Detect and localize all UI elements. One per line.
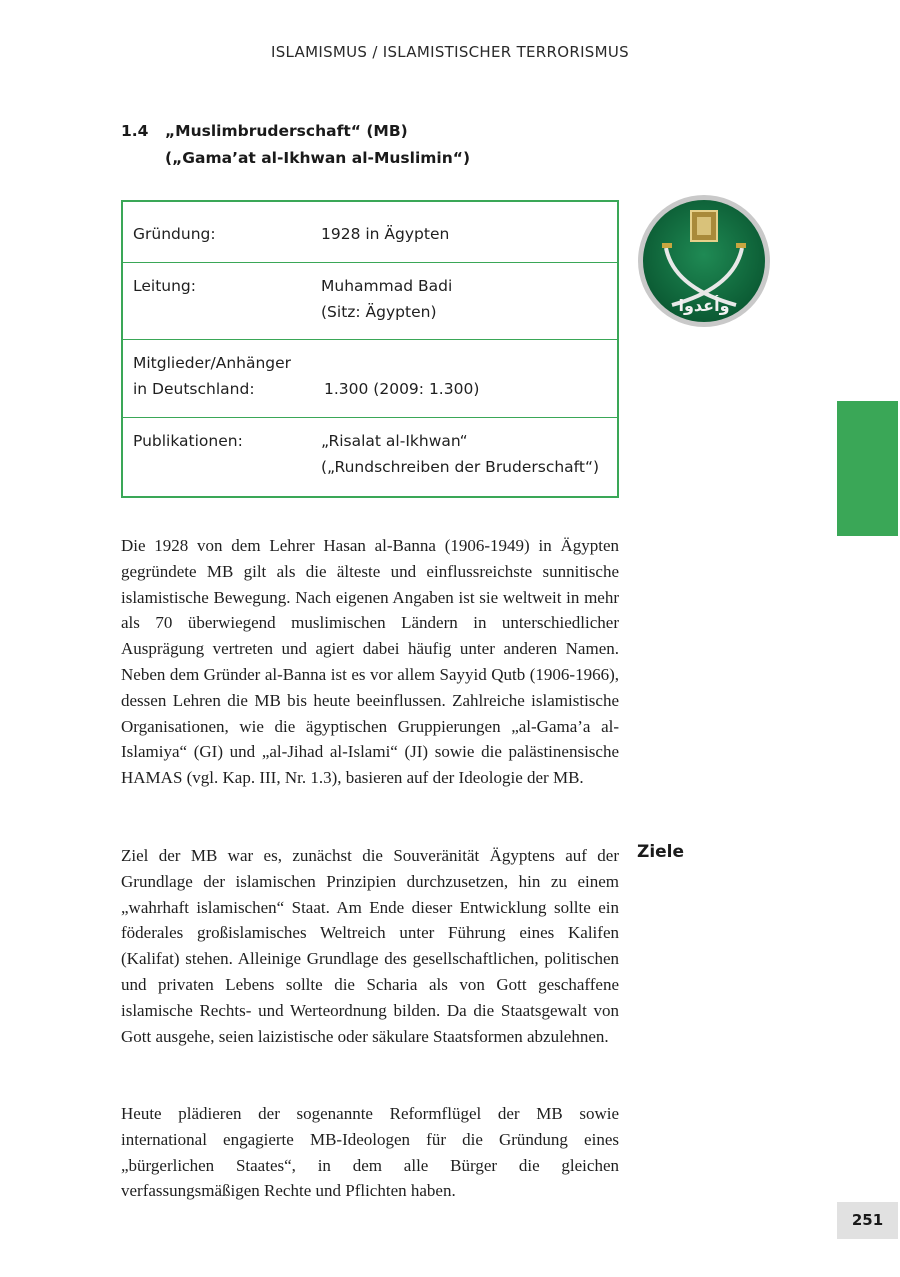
margin-note-ziele: Ziele — [637, 842, 685, 862]
info-row-founding — [123, 202, 617, 262]
muslim-brotherhood-emblem — [636, 193, 772, 329]
section-subtitle: („Gama’at al-Ikhwan al-Muslimin“) — [165, 149, 471, 167]
section-heading — [121, 118, 470, 172]
body-paragraph-3: Heute plädieren der sogenannte Reformflügel der MB sowie international engagierte MB-Ideologen für die Gründung eines „bürgerlichen Staates“, in dem alle Bürger die gleichen verfassungsmäßigen Rechte und Pflichten haben. — [121, 1104, 619, 1201]
info-row-publications — [123, 417, 617, 497]
section-number: 1.4 — [121, 122, 149, 140]
info-value: (Sitz: Ägypten) — [321, 303, 437, 321]
info-label: Leitung: — [133, 277, 196, 295]
emblem-motto: وأعدوا — [678, 296, 730, 315]
section-title: „Muslimbruderschaft“ (MB) — [165, 122, 408, 140]
info-label: Mitglieder/Anhänger — [133, 354, 292, 372]
info-label: Publikationen: — [133, 432, 243, 450]
info-table — [121, 200, 619, 498]
body-paragraph-1: Die 1928 von dem Lehrer Hasan al-Banna (1906-1949) in Ägypten gegründete MB gilt als die älteste und einflussreichste sunnitische islamistische Bewegung. Nach eigenen Angaben ist sie weltweit in mehr als 70 überwiegend muslimischen Ländern in unterschiedlicher Ausprägung vertreten und agiert dabei häufig unter anderen Namen. Neben dem Gründer al-Banna ist es vor allem Sayyid Qutb (1906-1966), dessen Lehren die MB bis heute beeinflussen. Zahlreiche islamistische Organisationen, wie die ägyptischen Gruppierungen „al-Gama’a al-Islamiya“ (GI) und „al-Jihad al-Islami“ (JI) sowie die palästinensische HAMAS (vgl. Kap. III, Nr. 1.3), basieren auf der Ideologie der MB. — [121, 536, 619, 788]
info-value: Muhammad Badi — [321, 277, 453, 295]
running-header: ISLAMISMUS / ISLAMISTISCHER TERRORISMUS — [271, 43, 629, 61]
info-row-leadership — [123, 262, 617, 340]
info-row-members — [123, 339, 617, 418]
info-value: 1928 in Ägypten — [321, 225, 450, 243]
info-label: in Deutschland: — [133, 380, 255, 398]
info-label: Gründung: — [133, 225, 216, 243]
info-value: 1.300 (2009: 1.300) — [324, 380, 480, 398]
chapter-tab — [837, 401, 898, 536]
info-value: „Risalat al-Ikhwan“ — [321, 432, 468, 450]
body-paragraph-2: Ziel der MB war es, zunächst die Souveränität Ägyptens auf der Grundlage der islamischen Prinzipien durchzusetzen, hin zu einem „wahrhaft islamischen“ Staat. Am Ende dieser Entwicklung sollte ein föderales großislamisches Weltreich unter Führung eines Kalifen (Kalifat) stehen. Alleinige Grundlage des gesellschaftlichen, politischen und privaten Lebens sollte die Scharia als von Gott geschaffene islamische Rechts- und Werteordnung bilden. Da die Staatsgewalt von Gott ausgehe, seien laizistische oder säkulare Staatsformen abzulehnen. — [121, 846, 619, 1046]
page-number: 251 — [837, 1202, 898, 1239]
info-value: („Rundschreiben der Bruderschaft“) — [321, 458, 600, 476]
